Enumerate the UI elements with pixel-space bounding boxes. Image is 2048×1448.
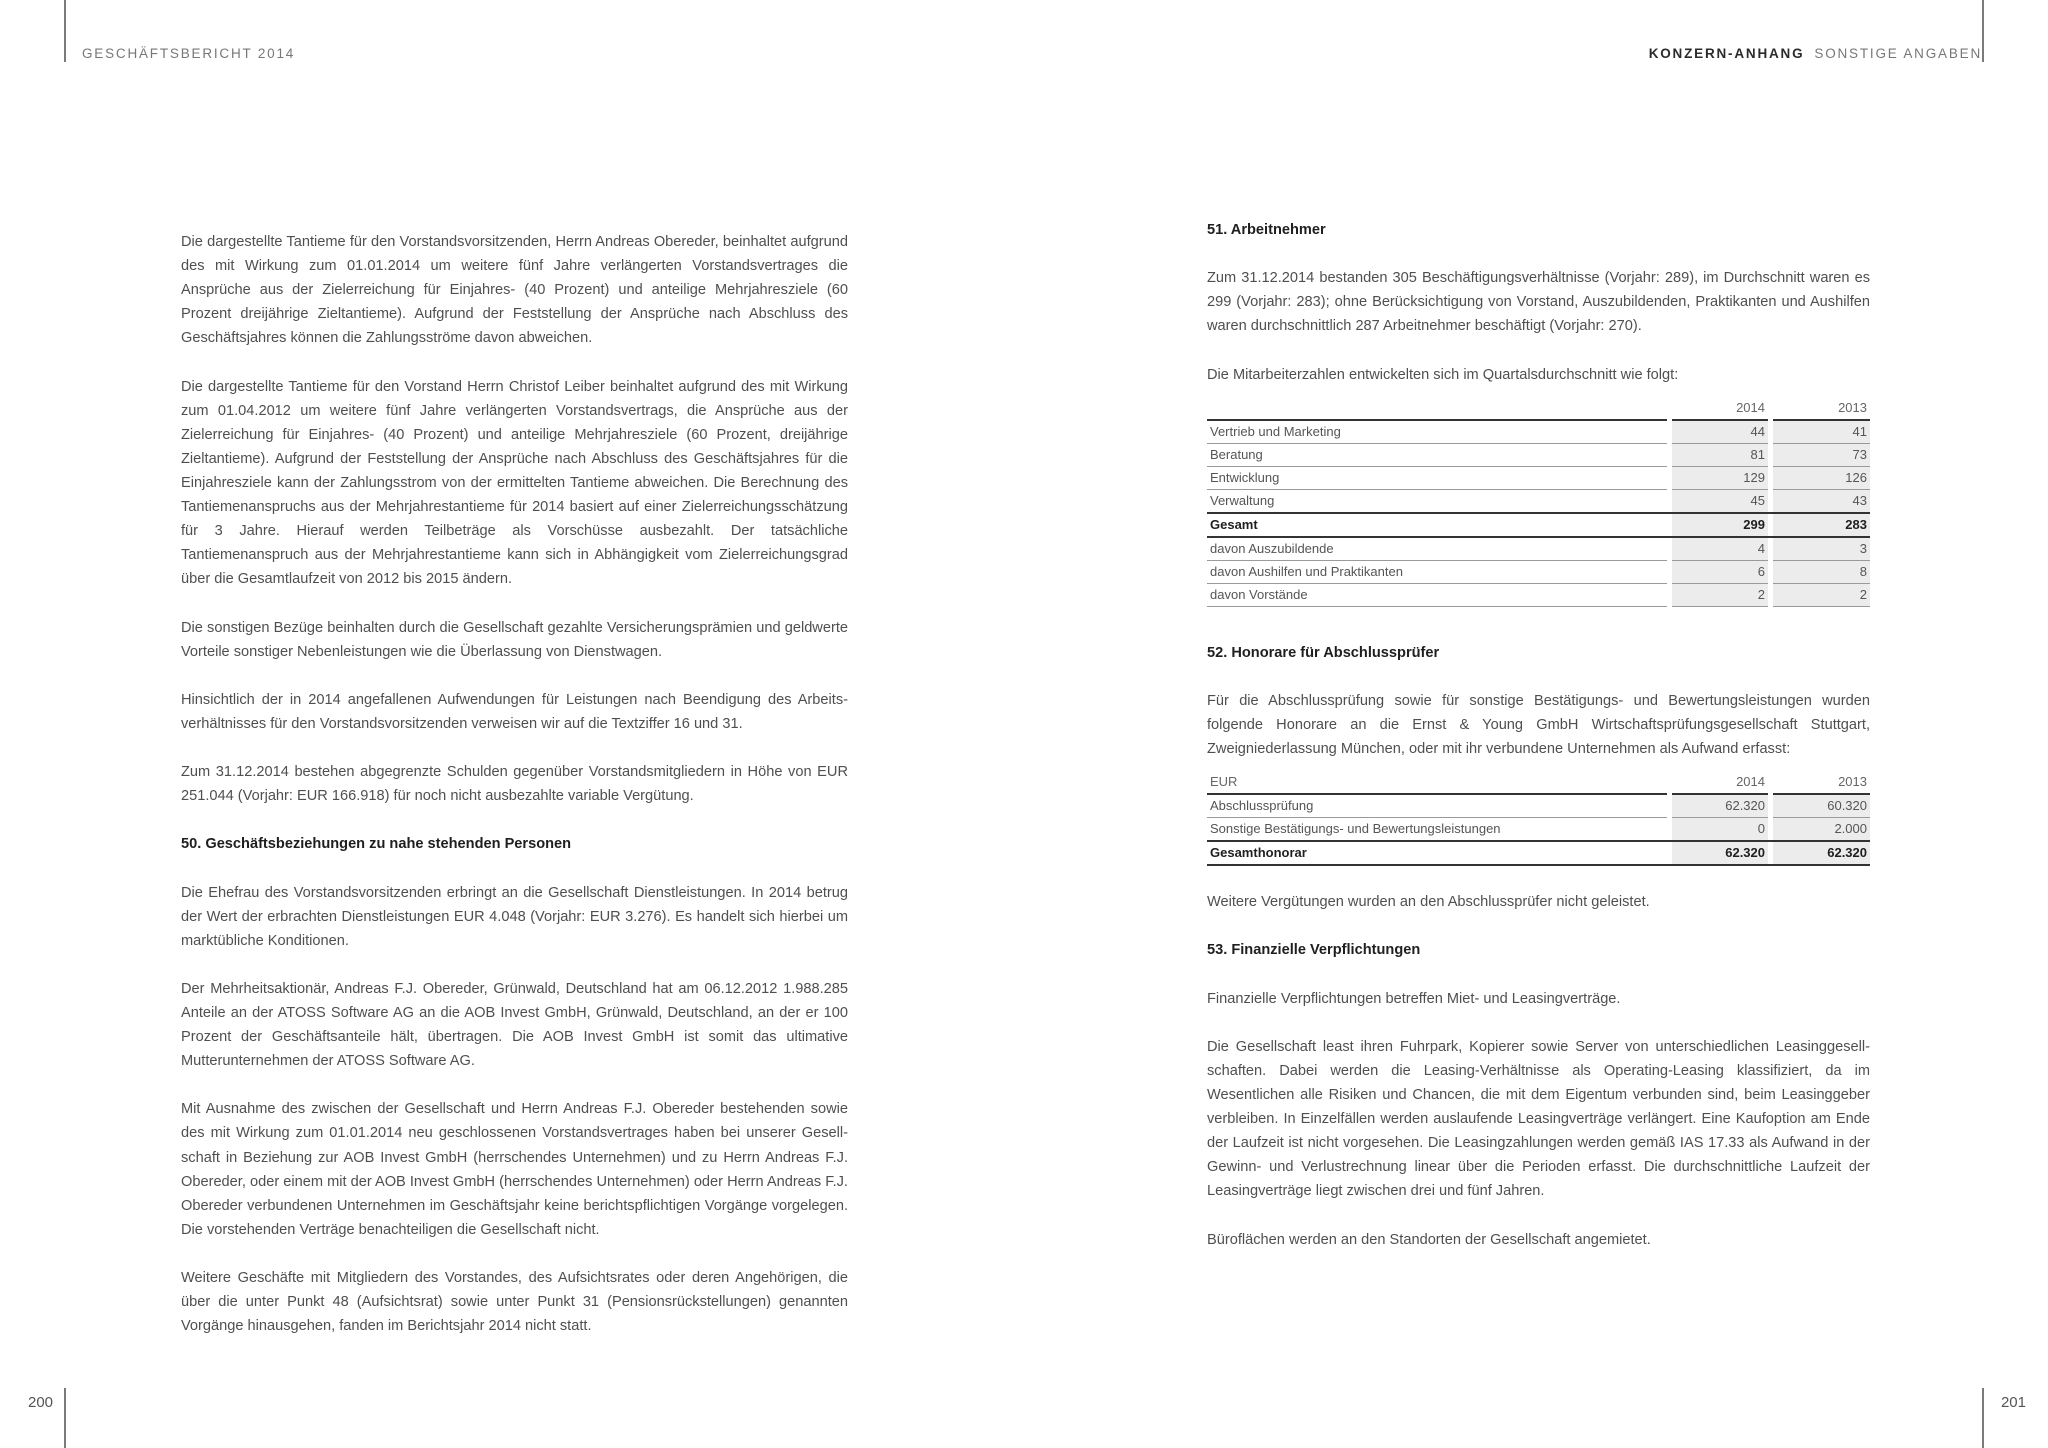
table-cell: Sonstige Bestätigungs- und Bewertungsleistungen [1207, 818, 1667, 842]
table-header-cell: 2014 [1672, 771, 1768, 795]
paragraph: Zum 31.12.2014 bestanden 305 Beschäftigungsverhältnisse (Vorjahr: 289), im Durchschnitt waren es 299 (Vorjahr: 283); ohne Berücksichtigung von Vorstand, Auszubildenden, Praktikanten und Aushilfen waren durchschnittlich 287 Arbeitnehmer beschäftigt (Vorjahr: 270). [1207, 270, 1870, 335]
table-cell: 4 [1672, 538, 1768, 561]
table-cell: davon Auszubildende [1207, 538, 1667, 561]
table-cell: davon Aushilfen und Praktikanten [1207, 561, 1667, 584]
table-row [1207, 561, 1870, 584]
table-cell: Entwicklung [1207, 467, 1667, 490]
right-bottom-rule [1982, 1388, 1984, 1448]
paragraph: Büroflächen werden an den Standorten der Gesellschaft angemietet. [1207, 1231, 1651, 1248]
paragraph: Die Ehefrau des Vorstandsvorsitzenden erbringt an die Gesellschaft Dienstleistungen. In 2014 betrug der Wert der erbrachten Dienstleistungen EUR 4.048 (Vorjahr: EUR 3.276). Es handelt sich hierbei um marktübliche Konditionen. [181, 884, 848, 949]
paragraph: Die dargestellte Tantieme für den Vorstandsvorsitzenden, Herrn Andreas Obereder, beinhaltet aufgrund des mit Wirkung zum 01.01.2014 um weitere fünf Jahre verlängerten Vorstandsvertrages die Ansprüche aus der Zielerreichung für Einjahres- (40 Prozent) und anteilige Mehrjahresziele (60 Prozent dreijährige Zieltantieme). Aufgrund der Feststellung der Ansprüche nach Abschluss des Geschäftsjahres können die Zahlungsströme davon abweichen. [181, 234, 848, 347]
table-row [1207, 490, 1870, 514]
paragraph: Weitere Vergütungen wurden an den Abschlussprüfer nicht geleistet. [1207, 894, 1650, 911]
table-cell: 2 [1672, 584, 1768, 607]
auditor-fee-table [1207, 771, 1870, 866]
table-cell: 41 [1773, 421, 1870, 444]
paragraph: Für die Abschlussprüfung sowie für sonstige Bestätigungs- und Bewertungsleistungen wurden folgende Honorare an die Ernst & Young GmbH Wirtschaftsprüfungsgesellschaft Stuttgart, Zweigniederlassung München, oder mit ihr verbundene Unternehmen als Aufwand erfasst: [1207, 692, 1870, 758]
table-cell: 62.320 [1672, 795, 1768, 818]
paragraph: Der Mehrheitsaktionär, Andreas F.J. Obereder, Grünwald, Deutschland hat am 06.12.2012 1.988.285 Anteile an der ATOSS Software AG an die AOB Invest GmbH, Grünwald, Deutschland, an der er 100 Prozent der Geschäftsanteile hält, übertragen. Die AOB Invest GmbH ist somit das ultimative Mutterunternehmen der ATOSS Software AG. [181, 980, 848, 1070]
table-cell: 60.320 [1773, 795, 1870, 818]
paragraph: Weitere Geschäfte mit Mitgliedern des Vorstandes, des Aufsichtsrates oder deren Angehörigen, die über die unter Punkt 48 (Aufsichtsrat) sowie unter Punkt 31 (Pensionsrückstellungen) genannten Vorgänge hinausgehen, fanden im Berichtsjahr 2014 nicht statt. [181, 1270, 848, 1335]
paragraph: Die dargestellte Tantieme für den Vorstand Herrn Christof Leiber beinhaltet aufgrund des mit Wirkung zum 01.04.2012 um weitere fünf Jahre verlängerten Vorstandsvertrags, die Ansprüche aus der Zielerreichung für Einjahres- (40 Prozent) und anteilige Mehrjahresziele (60 Prozent, dreijährige Zieltantieme). Aufgrund der Feststellung der Ansprüche nach Abschluss des Geschäftsjahres für die Einjahresziele kann der Zahlungsstrom von der ermittelten Tantieme abweichen. Die Berechnung des Tantiemenanspruchs aus der Mehrjahrestantieme für 2014 basiert auf einer Zielerreichungsschätzung für 3 Jahre. Hierauf werden Teilbeträge als Vorschüsse ausbezahlt. Der tatsächliche Tantiemenanspruch aus der Mehrjahrestantieme kann sich in Abhängigkeit vom Zielerreichungsgrad über die Gesamtlaufzeit von 2012 bis 2015 ändern. [181, 378, 848, 588]
paragraph: Hinsichtlich der in 2014 angefallenen Aufwendungen für Leistungen nach Beendigung des Arbeitsverhältnisses für den Vorstandsvorsitzenden verweisen wir auf die Textziffer 16 und 31. [181, 691, 848, 732]
header-subsection: SONSTIGE ANGABEN [1814, 46, 1982, 61]
table-cell: 45 [1672, 490, 1768, 514]
table-cell: Beratung [1207, 444, 1667, 467]
table-cell: 44 [1672, 421, 1768, 444]
running-header-left: GESCHÄFTSBERICHT 2014 [82, 46, 296, 61]
table-cell: Gesamthonorar [1207, 842, 1667, 866]
table-cell: 129 [1672, 467, 1768, 490]
table-row [1207, 467, 1870, 490]
paragraph: Die sonstigen Bezüge beinhalten durch die Gesellschaft gezahlte Versicherungsprämien und geldwerte Vorteile sonstiger Nebenleistungen wie die Überlassung von Dienstwagen. [181, 619, 848, 660]
table-cell: Abschlussprüfung [1207, 795, 1667, 818]
table-cell: 62.320 [1672, 842, 1768, 866]
section-heading-50: 50. Geschäftsbeziehungen zu nahe stehenden Personen [181, 836, 572, 853]
right-column [1207, 218, 1870, 1276]
table-header-cell: 2013 [1773, 397, 1870, 421]
table-total-row [1207, 514, 1870, 538]
paragraph: Die Gesellschaft least ihren Fuhrpark, Kopierer sowie Server von unterschiedlichen Leasinggesellschaften. Dabei werden die Leasing-Verhältnisse als Operating-Leasing klassifiziert, da im Wesentlichen alle Risiken und Chancen, die mit dem Eigentum verbunden sind, beim Leasinggeber verbleiben. In Einzelfällen werden auslaufende Leasingverträge verlängert. Eine Kaufoption am Ende der Laufzeit ist nicht vorgesehen. Die Leasingzahlungen werden gemäß IAS 17.33 als Aufwand in der Gewinn- und Verlustrechnung linear über die Perioden erfasst. Die durchschnittliche Laufzeit der Leasingverträge liegt zwischen drei und fünf Jahren. [1207, 1038, 1870, 1200]
right-top-rule [1982, 0, 1984, 62]
page-number-right: 201 [2000, 1394, 2026, 1411]
table-cell: 126 [1773, 467, 1870, 490]
table-cell: 283 [1773, 514, 1870, 538]
table-header-row [1207, 397, 1870, 421]
table-header-row [1207, 771, 1870, 795]
section-heading-51: 51. Arbeitnehmer [1207, 222, 1326, 238]
table-header-cell: 2013 [1773, 771, 1870, 795]
left-bottom-rule [64, 1388, 66, 1448]
paragraph: Mit Ausnahme des zwischen der Gesellschaft und Herrn Andreas F.J. Obereder bestehenden sowie des mit Wirkung zum 01.01.2014 neu geschlossenen Vorstandsvertrages haben bei unserer Gesellschaft in Beziehung zur AOB Invest GmbH (herrschendes Unternehmen) und zu Herrn Andreas F.J. Obereder, oder einem mit der AOB Invest GmbH (herrschendes Unternehmen) oder Herrn Andreas F.J. Obereder verbundenen Unternehmen im Geschäftsjahr keine berichtspflichtigen Vorgänge vorgelegen. Die vorstehenden Verträge benachteiligen die Gesellschaft nicht. [181, 1101, 848, 1238]
table-cell: davon Vorstände [1207, 584, 1667, 607]
left-top-rule [64, 0, 66, 62]
section-heading-52: 52. Honorare für Abschlussprüfer [1207, 644, 1440, 661]
table-cell: 2.000 [1773, 818, 1870, 842]
left-column [181, 230, 848, 1362]
table-cell: 81 [1672, 444, 1768, 467]
page-number-left: 200 [28, 1394, 54, 1411]
table-row [1207, 584, 1870, 607]
paragraph: Finanzielle Verpflichtungen betreffen Miet- und Leasingverträge. [1207, 990, 1621, 1007]
table-cell: Verwaltung [1207, 490, 1667, 514]
employee-table [1207, 397, 1870, 607]
table-header-cell: EUR [1207, 771, 1667, 795]
table-cell: 299 [1672, 514, 1768, 538]
table-total-row [1207, 842, 1870, 866]
running-header-right [1649, 46, 1982, 61]
table-row [1207, 538, 1870, 561]
table-row [1207, 795, 1870, 818]
table-row [1207, 444, 1870, 467]
table-cell: 3 [1773, 538, 1870, 561]
header-section: KONZERN-ANHANG [1648, 46, 1805, 61]
table-header-cell: 2014 [1672, 397, 1768, 421]
section-heading-53: 53. Finanzielle Verpflichtungen [1207, 942, 1421, 959]
paragraph: Zum 31.12.2014 bestehen abgegrenzte Schulden gegenüber Vorstandsmitgliedern in Höhe von EUR 251.044 (Vorjahr: EUR 166.918) für noch nicht ausbezahlte variable Vergütung. [181, 764, 848, 805]
table-cell: 0 [1672, 818, 1768, 842]
table-cell: 2 [1773, 584, 1870, 607]
table-cell: 62.320 [1773, 842, 1870, 866]
table-row [1207, 818, 1870, 842]
table-cell: 8 [1773, 561, 1870, 584]
table-cell: Gesamt [1207, 514, 1667, 538]
table-cell: 73 [1773, 444, 1870, 467]
table-cell: Vertrieb und Marketing [1207, 421, 1667, 444]
table-header-cell [1207, 397, 1667, 421]
table-cell: 6 [1672, 561, 1768, 584]
table-row [1207, 421, 1870, 444]
paragraph: Die Mitarbeiterzahlen entwickelten sich im Quartalsdurchschnitt wie folgt: [1207, 366, 1679, 383]
table-cell: 43 [1773, 490, 1870, 514]
